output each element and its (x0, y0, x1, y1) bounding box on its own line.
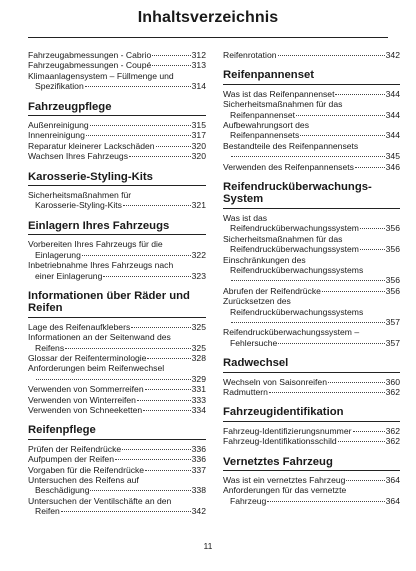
section-heading: Karosserie-Styling-Kits (28, 171, 206, 186)
entry-page-number: 320 (191, 151, 206, 162)
section-divider (28, 234, 206, 235)
dot-leader (231, 280, 385, 281)
entry-title: Spezifikation (35, 81, 84, 92)
toc-section-fahrzeugpflege (28, 101, 206, 162)
entry-page-number: 357 (385, 337, 400, 348)
entry-page-number: 346 (385, 161, 400, 172)
dot-leader (360, 249, 385, 250)
entry-title: Abrufen der Reifendrücke (223, 285, 321, 296)
section-divider (223, 208, 400, 209)
toc-section-informationen-uber-rader-und-reifen (28, 290, 206, 415)
toc-section-reifendruckuberwachungs-system (223, 181, 400, 348)
dot-leader (129, 156, 191, 157)
entry-page-number: 356 (385, 275, 400, 286)
entry-page-number: 360 (385, 376, 400, 387)
dot-leader (152, 65, 190, 66)
entry-title: Prüfen der Reifendrücke (28, 443, 122, 454)
section-heading: Fahrzeugidentifikation (223, 406, 400, 421)
dot-leader (90, 490, 190, 491)
dot-leader (61, 511, 191, 512)
entry-page-number: 356 (385, 223, 400, 234)
dot-leader (335, 94, 384, 95)
section-heading: Fahrzeugpflege (28, 101, 206, 116)
toc-entry[interactable] (28, 405, 206, 415)
entry-page-number: 342 (191, 506, 206, 517)
entry-title: Vorgaben für die Reifendrücke (28, 464, 145, 475)
entry-title: Einschränkungen des (223, 254, 306, 265)
section-divider (223, 84, 400, 85)
entry-page-number: 312 (191, 50, 206, 60)
entry-page-number: 325 (191, 321, 206, 332)
entry-title: Verwenden von Sommerreifen (28, 384, 144, 395)
entry-title: Was ist das (223, 212, 268, 223)
dot-leader (355, 167, 385, 168)
dot-leader (269, 392, 385, 393)
dot-leader (231, 322, 385, 323)
entry-page-number: 331 (191, 384, 206, 395)
dot-leader (231, 156, 385, 157)
toc-entry[interactable] (223, 377, 400, 387)
toc-entry[interactable] (223, 286, 400, 296)
entry-title: Untersuchen der Ventilschäfte an den (28, 495, 172, 506)
toc-entry[interactable] (28, 465, 206, 475)
entry-page-number: 322 (191, 249, 206, 260)
toc-right-column (223, 50, 400, 515)
toc-entry[interactable] (28, 141, 206, 151)
toc-entry[interactable] (28, 151, 206, 161)
toc-entry[interactable] (28, 395, 206, 405)
entry-title: Reifendrucküberwachungssystem (230, 223, 359, 234)
toc-entry[interactable] (223, 436, 400, 446)
dot-leader (278, 343, 384, 344)
entry-page-number: 364 (385, 495, 400, 506)
entry-title: Reifens (35, 342, 65, 353)
toc-entry[interactable] (28, 322, 206, 332)
dot-leader (145, 389, 191, 390)
dot-leader (137, 400, 191, 401)
entry-page-number: 315 (191, 120, 206, 131)
section-heading: Reifenpannenset (223, 69, 400, 84)
section-heading: Reifendrucküberwachungs-System (223, 181, 400, 209)
section-divider (28, 185, 206, 186)
entry-title: Anforderungen beim Reifenwechsel (28, 363, 165, 374)
entry-page-number: 362 (385, 436, 400, 447)
section-heading: Radwechsel (223, 357, 400, 372)
toc-section-vernetztes-fahrzeug (223, 456, 400, 507)
entry-page-number: 342 (385, 50, 400, 60)
entry-title: Verwenden des Reifenpannensets (223, 161, 354, 172)
entry-title: Wachsen Ihres Fahrzeugs (28, 151, 128, 162)
toc-entry[interactable] (28, 496, 206, 517)
entry-title: Reifenpannensets (230, 130, 300, 141)
page-number: 11 (203, 541, 213, 551)
toc-section-reifenpflege (28, 424, 206, 516)
section-heading: Einlagern Ihres Fahrzeugs (28, 220, 206, 235)
toc-entry[interactable] (28, 384, 206, 394)
entry-title: Anforderungen für das vernetzte (223, 485, 347, 496)
dot-leader (322, 291, 385, 292)
section-divider (223, 470, 400, 471)
entry-page-number: 336 (191, 454, 206, 465)
toc-section-fahrzeugidentifikation (223, 406, 400, 446)
entry-page-number: 317 (191, 130, 206, 141)
toc-entry[interactable] (223, 387, 400, 397)
toc-entry[interactable] (223, 296, 400, 327)
entry-title: Einlagerung (35, 249, 81, 260)
toc-entry[interactable] (223, 213, 400, 234)
toc-entry[interactable] (223, 426, 400, 436)
entry-page-number: 345 (385, 151, 400, 162)
toc-entry[interactable] (28, 50, 206, 60)
section-divider (223, 372, 400, 373)
dot-leader (147, 358, 190, 359)
section-divider (28, 317, 206, 318)
entry-page-number: 356 (385, 244, 400, 255)
entry-page-number: 338 (191, 485, 206, 496)
toc-entry[interactable] (28, 332, 206, 353)
entry-page-number: 362 (385, 386, 400, 397)
entry-title: Fahrzeugabmessungen - Coupé (28, 60, 152, 71)
toc-entry[interactable] (28, 130, 206, 140)
entry-page-number: 344 (385, 109, 400, 120)
dot-leader (278, 55, 385, 56)
dot-leader (346, 480, 384, 481)
toc-entry[interactable] (223, 120, 400, 141)
toc-section-karosserie-styling-kits (28, 171, 206, 211)
dot-leader (145, 470, 191, 471)
entry-title: Fehlersuche (230, 337, 278, 348)
toc-entry[interactable] (28, 444, 206, 454)
toc-section-continued (223, 50, 400, 60)
entry-title: Reifenpannenset (230, 109, 295, 120)
entry-title: Reifendrucküberwachungssystem – (223, 327, 360, 338)
entry-title: Reparatur kleinerer Lackschäden (28, 140, 155, 151)
entry-page-number: 333 (191, 394, 206, 405)
toc-entry[interactable] (223, 255, 400, 286)
entry-title: Fahrzeug (230, 495, 267, 506)
entry-page-number: 328 (191, 352, 206, 363)
toc-section-reifenpannenset (223, 69, 400, 172)
toc-section-continued (28, 50, 206, 92)
toc-entry[interactable] (28, 71, 206, 92)
entry-page-number: 357 (385, 316, 400, 327)
dot-leader (296, 115, 385, 116)
entry-title: Bestandteile des Reifenpannensets (223, 140, 359, 151)
dot-leader (85, 86, 191, 87)
entry-page-number: 320 (191, 140, 206, 151)
toc-entry[interactable] (223, 50, 400, 60)
toc-entry[interactable] (28, 475, 206, 496)
entry-title: Sicherheitsmaßnahmen für das (223, 99, 343, 110)
section-divider (28, 439, 206, 440)
section-heading: Vernetztes Fahrzeug (223, 456, 400, 471)
dot-leader (123, 205, 191, 206)
entry-title: Was ist ein vernetztes Fahrzeug (223, 475, 346, 485)
dot-leader (143, 410, 190, 411)
dot-leader (82, 255, 191, 256)
toc-entry[interactable] (28, 60, 206, 70)
dot-leader (300, 135, 384, 136)
entry-title: Reifendrucküberwachungssystems (230, 306, 364, 317)
entry-title: Außenreinigung (28, 120, 89, 131)
entry-page-number: 336 (191, 443, 206, 454)
entry-title: Aufbewahrungsort des (223, 120, 309, 131)
entry-page-number: 356 (385, 285, 400, 296)
title-divider (28, 37, 388, 38)
entry-title: einer Einlagerung (35, 270, 103, 281)
entry-title: Karosserie-Styling-Kits (35, 200, 122, 211)
dot-leader (156, 146, 191, 147)
entry-page-number: 337 (191, 464, 206, 475)
entry-title: Klimaanlagensystem – Füllmenge und (28, 70, 174, 81)
entry-title: Verwenden von Schneeketten (28, 404, 143, 415)
dot-leader (36, 379, 191, 380)
entry-page-number: 313 (191, 60, 206, 71)
dot-leader (353, 431, 385, 432)
entry-page-number: 344 (385, 88, 400, 99)
entry-title: Fahrzeug-Identifikationsschild (223, 436, 337, 447)
section-heading: Reifenpflege (28, 424, 206, 439)
entry-title: Reifen (35, 506, 60, 517)
toc-entry[interactable] (28, 363, 206, 384)
toc-entry[interactable] (28, 260, 206, 281)
entry-title: Lage des Reifenaufklebers (28, 321, 131, 332)
entry-title: Informationen an der Seitenwand des (28, 332, 171, 343)
entry-page-number: 323 (191, 270, 206, 281)
entry-page-number: 362 (385, 425, 400, 436)
dot-leader (122, 449, 191, 450)
section-divider (28, 115, 206, 116)
entry-title: Wechseln von Saisonreifen (223, 376, 327, 387)
dot-leader (103, 276, 190, 277)
section-heading: Informationen über Räder und Reifen (28, 290, 206, 318)
entry-title: Radmuttern (223, 386, 268, 397)
dot-leader (90, 125, 191, 126)
entry-title: Innenreinigung (28, 130, 85, 141)
entry-title: Glossar der Reifenterminologie (28, 352, 147, 363)
toc-section-radwechsel (223, 357, 400, 397)
dot-leader (86, 135, 191, 136)
dot-leader (65, 348, 191, 349)
dot-leader (115, 459, 191, 460)
entry-title: Untersuchen des Reifens auf (28, 475, 139, 485)
entry-page-number: 364 (385, 475, 400, 485)
toc-entry[interactable] (223, 327, 400, 348)
entry-page-number: 321 (191, 200, 206, 211)
section-divider (223, 421, 400, 422)
dot-leader (328, 382, 385, 383)
toc-entry[interactable] (28, 120, 206, 130)
entry-title: Sicherheitsmaßnahmen für das (223, 233, 343, 244)
toc-entry[interactable] (223, 475, 400, 485)
entry-title: Reifendrucküberwachungssystem (230, 244, 359, 255)
toc-entry[interactable] (223, 141, 400, 162)
page-title: Inhaltsverzeichnis (137, 9, 279, 26)
toc-entry[interactable] (28, 353, 206, 363)
entry-title: Aufpumpen der Reifen (28, 454, 114, 465)
toc-entry[interactable] (223, 485, 400, 506)
toc-entry[interactable] (223, 99, 400, 120)
entry-page-number: 329 (191, 373, 206, 384)
toc-entry[interactable] (223, 234, 400, 255)
dot-leader (267, 501, 384, 502)
dot-leader (131, 327, 190, 328)
toc-section-einlagern-ihres-fahrzeugs (28, 220, 206, 281)
entry-title: Zurücksetzen des (223, 296, 291, 307)
entry-title: Reifendrucküberwachungssystems (230, 264, 364, 275)
entry-title: Vorbereiten Ihres Fahrzeugs für die (28, 239, 163, 250)
toc-entry[interactable] (28, 190, 206, 211)
entry-page-number: 334 (191, 404, 206, 415)
entry-page-number: 314 (191, 81, 206, 92)
entry-title: Fahrzeugabmessungen - Cabrio (28, 50, 152, 60)
dot-leader (360, 228, 385, 229)
entry-page-number: 344 (385, 130, 400, 141)
toc-entry[interactable] (223, 89, 400, 99)
entry-title: Beschädigung (35, 485, 90, 496)
toc-entry[interactable] (28, 454, 206, 464)
entry-title: Was ist das Reifenpannenset (223, 88, 335, 99)
toc-entry[interactable] (223, 162, 400, 172)
entry-title: Inbetriebnahme Ihres Fahrzeugs nach (28, 260, 174, 271)
toc-entry[interactable] (28, 239, 206, 260)
dot-leader (338, 441, 385, 442)
dot-leader (152, 55, 190, 56)
entry-page-number: 325 (191, 342, 206, 353)
toc-left-column (28, 50, 206, 526)
entry-title: Sicherheitsmaßnahmen für (28, 190, 132, 201)
entry-title: Reifenrotation (223, 50, 277, 60)
entry-title: Verwenden von Winterreifen (28, 394, 136, 405)
entry-title: Fahrzeug-Identifizierungsnummer (223, 425, 352, 436)
